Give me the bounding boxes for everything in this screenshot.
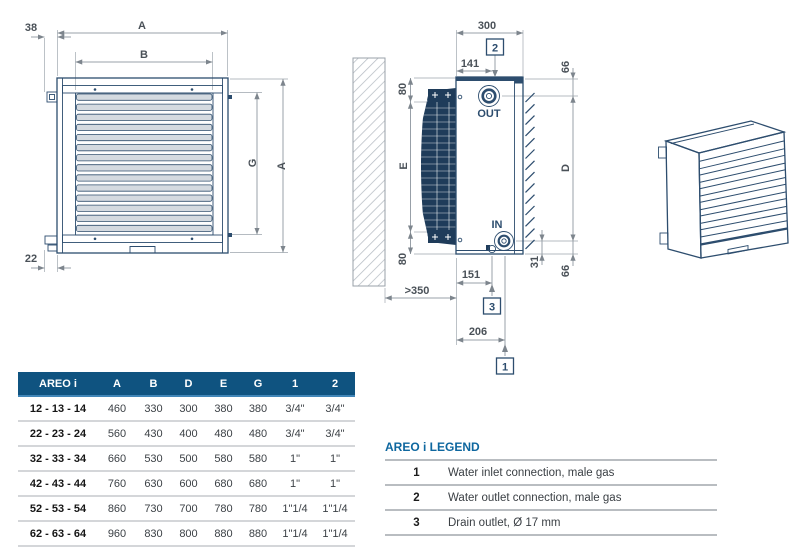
col-header-d: D: [184, 377, 193, 390]
cell-d: 500: [179, 452, 198, 465]
model-cell: 62 - 63 - 64: [29, 527, 87, 540]
cell-a: 960: [107, 527, 127, 540]
model-cell: 32 - 33 - 34: [29, 452, 87, 465]
col-header-g: G: [253, 377, 263, 390]
cell-e: 680: [214, 477, 233, 490]
side-dim-coil-height: E: [398, 162, 410, 170]
table-row: [18, 397, 355, 422]
side-dim-in-to-bottom: 31: [529, 255, 541, 269]
front-view-louvers: [77, 94, 213, 232]
cell-d: 700: [179, 502, 198, 515]
col-header-a: A: [113, 377, 121, 390]
table-row: [18, 472, 355, 497]
side-dim-drain-offset: 151: [461, 269, 481, 281]
water-outlet-port: [479, 86, 500, 107]
cell-d: 600: [179, 477, 198, 490]
table-row: [18, 497, 355, 522]
drain-outlet-port: [486, 245, 496, 253]
cell-e: 380: [214, 402, 233, 415]
side-dim-depth: 300: [477, 20, 497, 32]
in-label: IN: [491, 219, 503, 231]
isometric-louvers: [699, 141, 787, 237]
marker-2: 2: [491, 42, 499, 55]
cell-d: 400: [179, 427, 198, 440]
cell-1: 1"1/4: [282, 502, 308, 515]
legend-item-description: Water outlet connection, male gas: [448, 491, 622, 504]
cell-e: 580: [214, 452, 233, 465]
side-view-outlet-hatch: [526, 93, 535, 249]
front-view-wall-brackets: [45, 92, 57, 251]
marker-3: 3: [488, 301, 496, 314]
model-cell: 42 - 43 - 44: [29, 477, 87, 490]
cell-1: 1": [289, 477, 301, 490]
front-dim-width-inner: B: [140, 49, 148, 61]
cell-g: 380: [248, 402, 268, 415]
col-header-2: 2: [331, 377, 339, 390]
cell-b: 730: [144, 502, 163, 515]
spec-table: [18, 372, 355, 547]
cell-a: 560: [107, 427, 127, 440]
col-header-b: B: [149, 377, 158, 390]
water-inlet-port: [495, 232, 514, 251]
cell-a: 760: [107, 477, 127, 490]
front-dim-22: 22: [24, 253, 38, 265]
model-cell: 12 - 13 - 14: [29, 402, 87, 415]
cell-2: 1": [329, 477, 341, 490]
col-header-1: 1: [291, 377, 299, 390]
side-dim-inlet-offset: 206: [468, 326, 488, 338]
cell-g: 880: [248, 527, 268, 540]
spec-table-header: [18, 372, 355, 397]
cell-b: 330: [144, 402, 163, 415]
cell-2: 1"1/4: [322, 527, 348, 540]
legend-item: [385, 459, 717, 484]
cell-b: 430: [144, 427, 163, 440]
out-label: OUT: [477, 108, 501, 120]
model-cell: 52 - 53 - 54: [29, 502, 87, 515]
cell-g: 680: [248, 477, 268, 490]
cell-b: 530: [144, 452, 163, 465]
front-dim-width-total: A: [138, 20, 146, 32]
model-cell: 22 - 23 - 24: [29, 427, 87, 440]
side-dim-wall-clearance: >350: [404, 285, 430, 297]
cell-g: 580: [248, 452, 268, 465]
cell-e: 880: [214, 527, 233, 540]
side-dim-out-to-top: 66: [560, 60, 572, 74]
side-dim-front-height: D: [560, 164, 572, 172]
cell-1: 1"1/4: [282, 527, 308, 540]
side-dim-out-offset: 141: [460, 58, 480, 70]
table-row: [18, 447, 355, 472]
side-view: [353, 20, 578, 374]
front-view: [25, 20, 288, 272]
table-row: [18, 422, 355, 447]
cell-2: 3/4": [325, 402, 345, 415]
cell-b: 630: [144, 477, 163, 490]
cell-2: 3/4": [325, 427, 345, 440]
side-view-wall: [353, 58, 385, 286]
front-view-unit: [45, 78, 232, 253]
cell-2: 1"1/4: [322, 502, 348, 515]
front-dim-38: 38: [24, 22, 38, 34]
table-row: [18, 522, 355, 547]
cell-e: 480: [214, 427, 233, 440]
cell-d: 300: [179, 402, 198, 415]
side-dim-top-gap: 80: [397, 82, 409, 96]
isometric-view: [659, 121, 789, 258]
cell-b: 830: [144, 527, 163, 540]
cell-a: 860: [107, 502, 127, 515]
cell-g: 480: [248, 427, 268, 440]
cell-a: 660: [107, 452, 127, 465]
legend-item-description: Drain outlet, Ø 17 mm: [448, 516, 561, 529]
side-dim-bottom-gap: 80: [397, 252, 409, 266]
legend-item: [385, 484, 717, 509]
legend: [385, 440, 717, 536]
cell-1: 3/4": [285, 402, 305, 415]
legend-item-number: 3: [413, 516, 420, 529]
cell-g: 780: [248, 502, 268, 515]
col-header-model: AREO i: [39, 377, 77, 390]
legend-item-number: 2: [413, 491, 420, 504]
cell-a: 460: [107, 402, 127, 415]
front-dim-height-inner: G: [247, 158, 259, 168]
legend-title: AREO i LEGEND: [385, 440, 480, 454]
cell-2: 1": [329, 452, 341, 465]
cell-e: 780: [214, 502, 233, 515]
front-dim-height-total: A: [276, 162, 288, 170]
side-dim-in-bottom-right: 66: [560, 264, 572, 278]
legend-item-description: Water inlet connection, male gas: [448, 466, 615, 479]
col-header-e: E: [219, 377, 228, 390]
marker-1: 1: [501, 361, 509, 374]
legend-item: [385, 509, 717, 536]
legend-item-number: 1: [413, 466, 420, 479]
cell-1: 1": [289, 452, 301, 465]
cell-1: 3/4": [285, 427, 305, 440]
cell-d: 800: [179, 527, 198, 540]
